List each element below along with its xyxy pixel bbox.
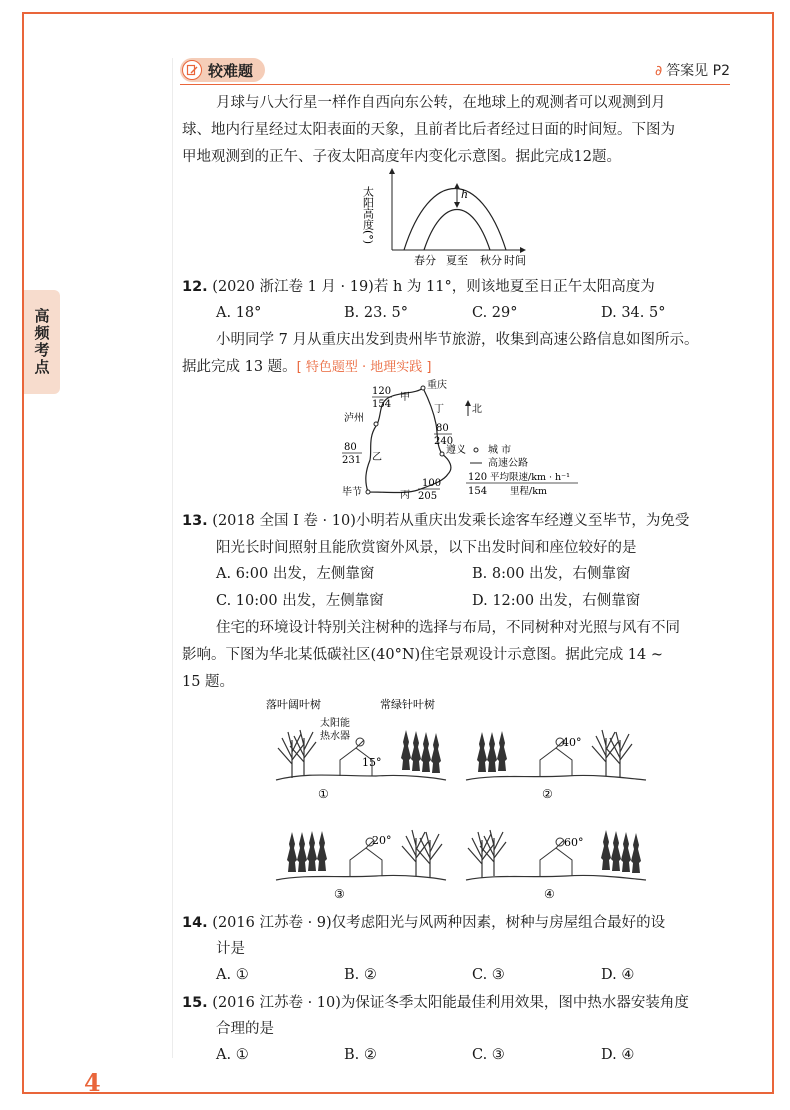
q15-option-d: D. ④	[601, 1047, 635, 1063]
side-tab	[24, 290, 60, 394]
special-question-tag: [ 特色题型 · 地理实践 ]	[296, 360, 432, 375]
q15-option-a: A. ①	[216, 1047, 249, 1063]
x-axis-label: 时间	[504, 254, 526, 267]
column-rule	[172, 58, 173, 1058]
q12-stem-text: (2020 浙江卷 1 月 · 19)若 h 为 11°，则该地夏至日正午太阳高度为	[212, 279, 655, 295]
panel1-num: ①	[318, 787, 329, 801]
badge-label: 较难题	[208, 61, 254, 80]
q15-stem-2: 合理的是	[216, 1021, 274, 1037]
x-tick-2: 夏至	[446, 254, 468, 267]
section-header	[180, 58, 730, 84]
label-deciduous: 落叶阔叶树	[266, 698, 321, 711]
point-jia: 甲	[400, 392, 410, 403]
passage2-line-2-text: 据此完成 13 题。	[182, 359, 297, 375]
panel2-num: ②	[542, 787, 553, 801]
q13-option-b: B. 8:00 出发，右侧靠窗	[472, 566, 631, 582]
legend-road: 高速公路	[488, 458, 528, 469]
x-tick-1: 春分	[414, 254, 436, 267]
header-rule	[180, 84, 730, 85]
link-icon: ∂	[654, 63, 663, 79]
panel1-angle: 15°	[362, 756, 382, 769]
panel3-angle: 20°	[372, 834, 392, 847]
answer-ref-text: 答案见 P2	[666, 63, 730, 79]
passage1-line-2: 球、地内行星经过太阳表面的天象，且前者比后者经过日面的时间短。下图为	[182, 122, 675, 138]
city-chongqing: 重庆	[427, 380, 447, 391]
q15-number: 15.	[182, 995, 208, 1011]
housing-design-figure	[262, 696, 662, 910]
passage3-line-1: 住宅的环境设计特别关注树种的选择与布局，不同树种对光照与风有不同	[216, 620, 680, 636]
highway-map	[318, 374, 588, 504]
q15-option-b: B. ②	[344, 1047, 377, 1063]
seg3-limit: 80	[344, 442, 357, 453]
passage2-line-1: 小明同学 7 月从重庆出发到贵州毕节旅游，收集到高速公路信息如图所示。	[216, 332, 699, 348]
q15-option-c: C. ③	[472, 1047, 505, 1063]
passage3-line-2: 影响。下图为华北某低碳社区(40°N)住宅景观设计示意图。据此完成 14 ~	[182, 647, 664, 663]
seg1-limit: 120	[372, 386, 392, 397]
north-label: 北	[472, 404, 482, 415]
q13-option-c: C. 10:00 出发，左侧靠窗	[216, 593, 384, 609]
passage1-line-3: 甲地观测到的正午、子夜太阳高度年内变化示意图。据此完成12题。	[182, 149, 621, 165]
seg4-limit: 100	[422, 478, 442, 489]
q15-stem-1	[182, 994, 689, 1012]
q13-stem-1	[182, 512, 689, 530]
q14-option-b: B. ②	[344, 967, 377, 983]
pencil-note-icon	[182, 60, 202, 80]
city-bijie: 毕节	[342, 487, 362, 498]
q12-number: 12.	[182, 279, 208, 295]
seg1-km: 154	[372, 399, 392, 410]
q13-option-a: A. 6:00 出发，左侧靠窗	[216, 566, 375, 582]
panel2-angle: 40°	[562, 736, 582, 749]
q13-number: 13.	[182, 513, 208, 529]
q12-option-d: D. 34. 5°	[601, 305, 666, 321]
h-label: h	[461, 188, 469, 201]
passage3-line-3: 15 题。	[182, 674, 235, 690]
side-tab-label: 高频考点	[32, 308, 51, 376]
panel4-num: ④	[544, 887, 555, 901]
q13-stem-text-1: (2018 全国 Ⅰ 卷 · 10)小明若从重庆出发乘长途客车经遵义至毕节，为免受	[212, 513, 690, 529]
q15-stem-text-1: (2016 江苏卷 · 10)为保证冬季太阳能最佳利用效果，图中热水器安装角度	[212, 995, 689, 1011]
label-heater-1: 太阳能	[320, 718, 350, 729]
legend-km-label: 里程/km	[510, 486, 547, 497]
q13-option-d: D. 12:00 出发，右侧靠窗	[472, 593, 641, 609]
answer-reference	[655, 60, 730, 80]
q12-option-c: C. 29°	[472, 305, 518, 321]
panel4-angle: 60°	[564, 836, 584, 849]
q13-stem-2: 阳光长时间照射且能欣赏窗外风景，以下出发时间和座位较好的是	[216, 540, 637, 556]
point-bing: 丙	[400, 490, 410, 501]
q14-stem-1	[182, 914, 665, 932]
q14-option-a: A. ①	[216, 967, 249, 983]
legend-speed-label: 平均限速/km · h⁻¹	[490, 472, 570, 483]
point-ding: 丁	[434, 404, 444, 415]
q14-stem-2: 计是	[216, 941, 245, 957]
label-heater-2: 热水器	[320, 731, 350, 742]
passage1-line-1: 月球与八大行星一样作自西向东公转，在地球上的观测者可以观测到月	[216, 95, 666, 111]
legend-sample-km: 154	[468, 486, 488, 497]
seg2-limit: 80	[436, 423, 449, 434]
y-axis-label: 太阳高度(°)	[361, 186, 375, 245]
q14-stem-text-1: (2016 江苏卷 · 9)仅考虑阳光与风两种因素，树种与房屋组合最好的设	[212, 915, 666, 931]
label-evergreen: 常绿针叶树	[380, 698, 435, 711]
q14-number: 14.	[182, 915, 208, 931]
seg4-km: 205	[418, 491, 438, 502]
page-number: 4	[84, 1068, 101, 1097]
q14-option-c: C. ③	[472, 967, 505, 983]
city-luzhou: 泸州	[344, 413, 364, 424]
difficulty-badge	[180, 58, 265, 82]
panel3-num: ③	[334, 887, 345, 901]
legend-sample-limit: 120	[468, 472, 488, 483]
q12-stem	[182, 278, 655, 296]
legend-city: 城 市	[488, 445, 512, 456]
q12-option-a: A. 18°	[216, 305, 262, 321]
x-tick-3: 秋分	[480, 254, 502, 267]
city-zunyi: 遵义	[446, 445, 466, 456]
solar-altitude-figure	[360, 166, 530, 270]
point-yi: 乙	[372, 452, 382, 463]
seg3-km: 231	[342, 455, 362, 466]
q14-option-d: D. ④	[601, 967, 635, 983]
seg2-km: 240	[434, 436, 454, 447]
q12-option-b: B. 23. 5°	[344, 305, 409, 321]
